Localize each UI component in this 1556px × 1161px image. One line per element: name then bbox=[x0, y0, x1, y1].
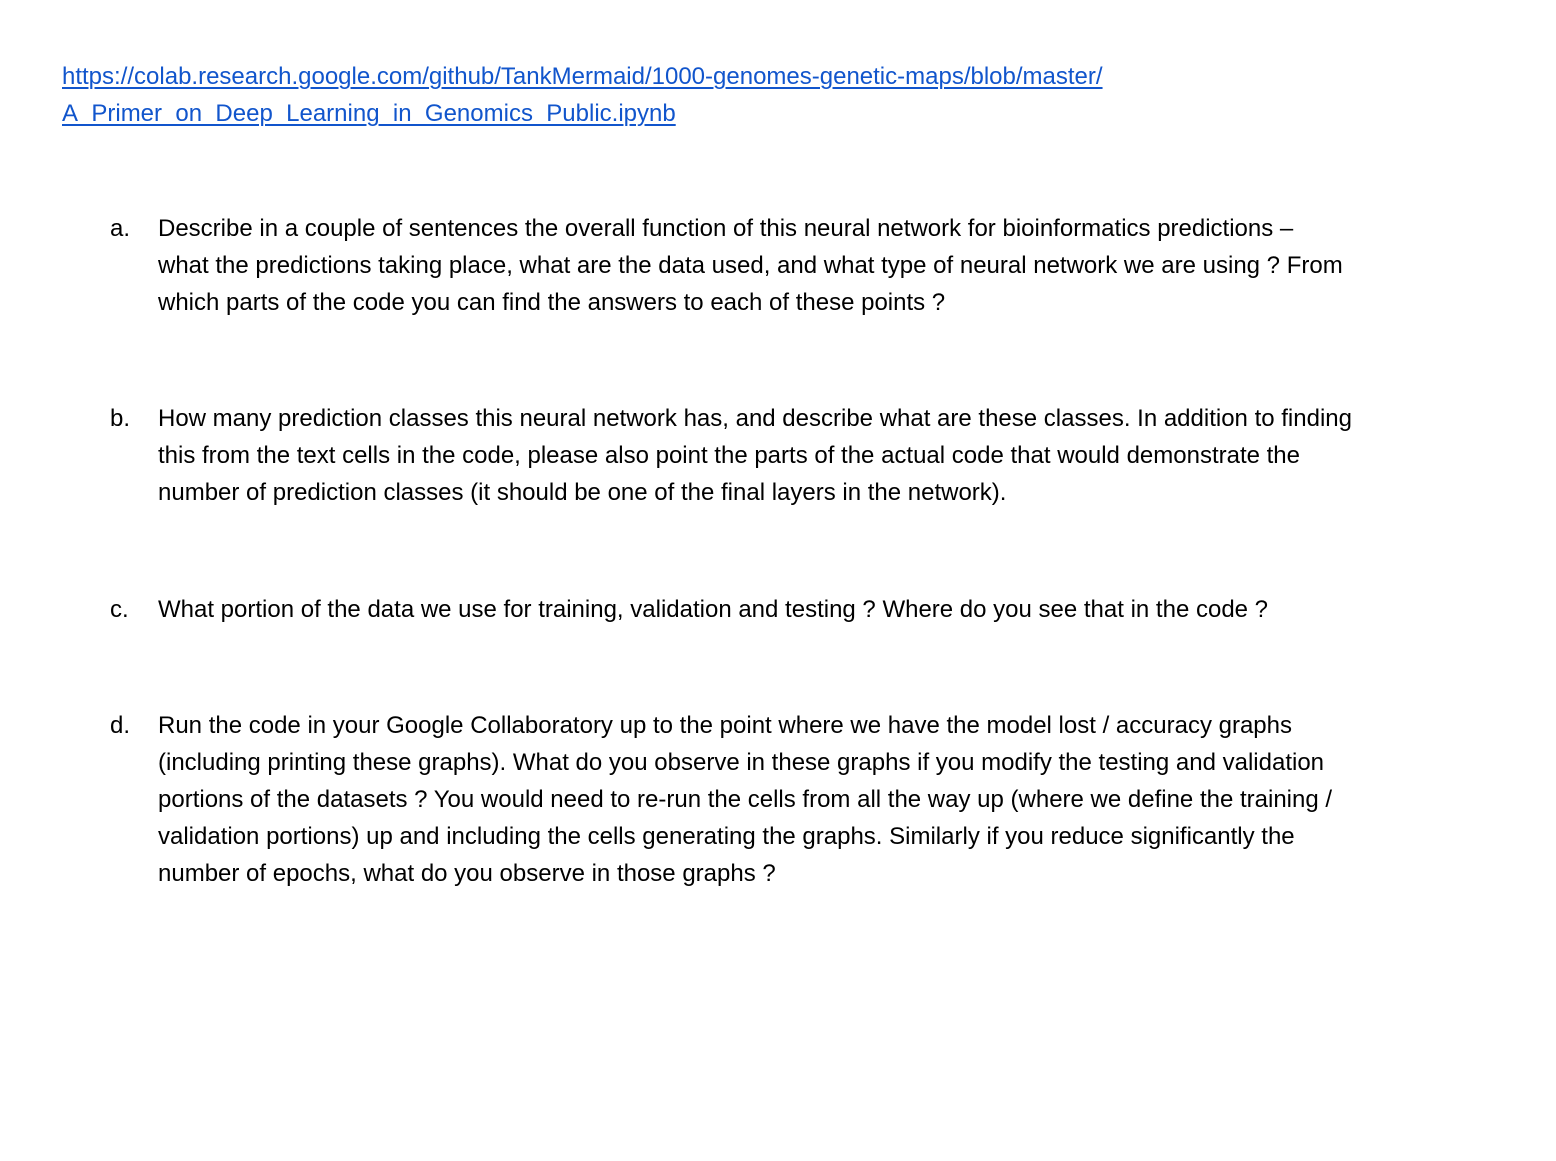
question-a bbox=[110, 210, 1500, 321]
colab-notebook-link[interactable] bbox=[62, 58, 1482, 132]
link-line-2[interactable]: A_Primer_on_Deep_Learning_in_Genomics_Public.ipynb bbox=[62, 100, 676, 127]
question-text bbox=[158, 591, 1500, 628]
question-line: (including printing these graphs). What do you observe in these graphs if you modify the testing and validation bbox=[158, 749, 1325, 776]
question-marker: b. bbox=[110, 405, 131, 432]
question-line: this from the text cells in the code, please also point the parts of the actual code that would demonstrate the bbox=[158, 442, 1301, 469]
question-b bbox=[110, 400, 1500, 511]
question-d bbox=[110, 707, 1500, 892]
question-text bbox=[158, 210, 1500, 321]
question-marker: c. bbox=[110, 596, 129, 623]
question-line: Run the code in your Google Collaboratory up to the point where we have the model lost / accuracy graphs bbox=[158, 712, 1292, 739]
question-line: What portion of the data we use for training, validation and testing ? Where do you see that in the code ? bbox=[158, 596, 1269, 623]
question-line: validation portions) up and including the cells generating the graphs. Similarly if you reduce significantly the bbox=[158, 823, 1295, 850]
link-line-1[interactable]: https://colab.research.google.com/github/TankMermaid/1000-genomes-genetic-maps/blob/master/ bbox=[62, 63, 1103, 90]
question-line: Describe in a couple of sentences the overall function of this neural network for bioinformatics predictions – bbox=[158, 215, 1294, 242]
question-line: what the predictions taking place, what are the data used, and what type of neural network we are using ? From bbox=[158, 252, 1343, 279]
question-line: number of prediction classes (it should be one of the final layers in the network). bbox=[158, 479, 1007, 506]
question-c bbox=[110, 591, 1500, 628]
question-marker: a. bbox=[110, 215, 131, 242]
question-text bbox=[158, 707, 1500, 892]
question-text bbox=[158, 400, 1500, 511]
question-marker: d. bbox=[110, 712, 131, 739]
question-line: number of epochs, what do you observe in those graphs ? bbox=[158, 860, 776, 887]
question-line: which parts of the code you can find the answers to each of these points ? bbox=[158, 289, 946, 316]
question-line: How many prediction classes this neural network has, and describe what are these classes. In addition to finding bbox=[158, 405, 1352, 432]
question-line: portions of the datasets ? You would need to re-run the cells from all the way up (where we define the training / bbox=[158, 786, 1333, 813]
